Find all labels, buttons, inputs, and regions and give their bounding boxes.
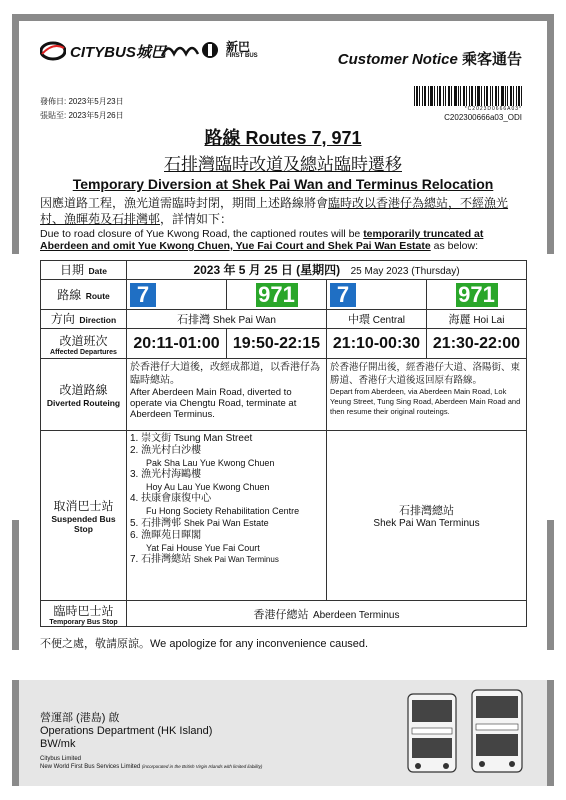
table-row-diverted bbox=[41, 359, 527, 431]
title-en: Temporary Diversion at Shek Pai Wan and Terminus Relocation bbox=[72, 176, 494, 192]
footer-right-bar bbox=[547, 680, 554, 786]
stop-3: 3. 漁光村海鷗樓 bbox=[130, 469, 202, 480]
dates-block bbox=[40, 95, 124, 123]
date-label: 日期 Date bbox=[41, 261, 127, 280]
dept-en: Operations Department (HK Island) bbox=[40, 725, 213, 737]
diverted-label: 改道路線 Diverted Routeing bbox=[41, 359, 127, 431]
table-row-affected bbox=[41, 329, 527, 359]
time-3: 21:10-00:30 bbox=[327, 329, 427, 359]
direction-1: 石排灣 Shek Pai Wan bbox=[127, 310, 327, 329]
direction-2: 中環 Central bbox=[327, 310, 427, 329]
suspended-label: 取消巴士站 Suspended Bus Stop bbox=[41, 431, 127, 601]
firstbus-wave-icon bbox=[160, 40, 220, 60]
direction-3: 海麗 Hoi Lai bbox=[427, 310, 527, 329]
frame-right-bottom bbox=[547, 520, 554, 650]
route-cell-3 bbox=[327, 280, 427, 310]
reference-number: C202300666a03_ODI bbox=[444, 113, 522, 122]
route-cell-1 bbox=[127, 280, 227, 310]
frame-top bbox=[12, 14, 554, 21]
barcode-number: *C2023D0666A03* bbox=[464, 106, 522, 112]
stop-1: 1. 崇文街 Tsung Man Street bbox=[130, 433, 253, 444]
date-value: 2023 年 5 月 25 日 (星期四) 25 May 2023 (Thursday) bbox=[127, 261, 527, 280]
issue-date: 發佈日: 2023年5月23日 bbox=[40, 97, 124, 106]
stop-6: 6. 漁暉苑日暉閣 bbox=[130, 530, 202, 541]
suspended-right: 石排灣總站 Shek Pai Wan Terminus bbox=[327, 431, 527, 601]
citybus-swoosh-icon bbox=[40, 40, 66, 62]
affected-label: 改道班次 Affected Departures bbox=[41, 329, 127, 359]
temp-label: 臨時巴士站 Temporary Bus Stop bbox=[41, 601, 127, 627]
diversion-table bbox=[40, 260, 527, 627]
table-row-temporary bbox=[41, 601, 527, 627]
citybus-text: CITYBUS城巴 bbox=[70, 43, 166, 61]
firstbus-logo bbox=[160, 40, 258, 60]
route-badge-971: 971 bbox=[456, 283, 498, 307]
title-zh: 石排灣臨時改道及總站臨時遷移 bbox=[164, 155, 402, 174]
stop-7: 7. 石排灣總站 Shek Pai Wan Terminus bbox=[130, 554, 279, 565]
apology-text: 不便之處，敬請原諒。We apologize for any inconvenience caused. bbox=[40, 638, 369, 650]
table-row-date bbox=[41, 261, 527, 280]
table-row-direction bbox=[41, 310, 527, 329]
temp-value: 香港仔總站 Aberdeen Terminus bbox=[127, 601, 527, 627]
table-row-route bbox=[41, 280, 527, 310]
frame-left-bottom bbox=[12, 520, 19, 650]
time-2: 19:50-22:15 bbox=[227, 329, 327, 359]
intro-zh: 因應道路工程，漁光道需臨時封閉，期間上述路線將會臨時改以香港仔為總站，不經漁光村、漁暉苑及石排灣邨，詳情如下： bbox=[40, 196, 509, 226]
table-row-suspended bbox=[41, 431, 527, 601]
department-block bbox=[40, 712, 212, 751]
route-badge-7: 7 bbox=[330, 283, 356, 307]
barcode-icon bbox=[414, 86, 522, 106]
stop-2: 2. 漁光村白沙樓 bbox=[130, 445, 202, 456]
double-decker-bus-icon bbox=[404, 688, 528, 776]
initials: BW/mk bbox=[40, 738, 76, 750]
route-cell-4 bbox=[427, 280, 527, 310]
company-block: Citybus Limited New World First Bus Services Limited (incorporated in the British Virgin Islands with limited liability) bbox=[40, 756, 263, 770]
suspended-stops: 1. 崇文街 Tsung Man Street 2. 漁光村白沙樓 Pak Sha Lau Yue Kwong Chuen 3. 漁光村海鷗樓 Hoy Au Lau Yue Kwong Chuen 4. 扶康會康復中心 Fu Hong Society Rehabilitation Centre 5. 石排灣邨 Shek Pai Wan Estate 6. 漁暉苑日暉閣 Yat Fai House Yue Fai Court 7. 石排灣總站 Shek Pai Wan Terminus bbox=[127, 431, 327, 601]
post-date: 張貼至: 2023年5月26日 bbox=[40, 111, 124, 120]
footer-left-bar bbox=[12, 680, 19, 786]
route-cell-2 bbox=[227, 280, 327, 310]
citybus-logo bbox=[40, 40, 166, 62]
direction-label: 方向 Direction bbox=[41, 310, 127, 329]
route-badge-7: 7 bbox=[130, 283, 156, 307]
diverted-right: 於香港仔開出後，經香港仔大道、洛陽街、東勝道、香港仔大道後返回原有路線。 Depart from Aberdeen, via Aberdeen Main Road, Lok Yeung Street, Tung Sing Road, Aberdeen Main Road and then resume their original routeings. bbox=[327, 359, 527, 431]
dept-zh: 營運部 (港島) 啟 bbox=[40, 712, 120, 724]
stop-4: 4. 扶康會康復中心 bbox=[130, 493, 212, 504]
stop-5: 5. 石排灣邨 Shek Pai Wan Estate bbox=[130, 518, 269, 529]
route-badge-971: 971 bbox=[256, 283, 298, 307]
customer-notice-title: Customer Notice 乘客通告 bbox=[337, 51, 522, 68]
routes-title: 路線 Routes 7, 971 bbox=[204, 128, 362, 148]
time-4: 21:30-22:00 bbox=[427, 329, 527, 359]
route-label: 路線 Route bbox=[41, 280, 127, 310]
time-1: 20:11-01:00 bbox=[127, 329, 227, 359]
firstbus-zh: 新巴 bbox=[226, 40, 251, 54]
diverted-left: 於香港仔大道後，改經成都道，以香港仔為臨時總站。 After Aberdeen Main Road, diverted to operate via Chengtu Road, terminate at Aberdeen Terminus. bbox=[127, 359, 327, 431]
intro-en: Due to road closure of Yue Kwong Road, the captioned routes will be temporarily truncated at Aberdeen and omit Yue Kwong Chuen, Yue Fai Court and Shek Pai Wan Estate as below: bbox=[40, 228, 484, 252]
firstbus-en: FIRST BUS bbox=[226, 53, 258, 59]
